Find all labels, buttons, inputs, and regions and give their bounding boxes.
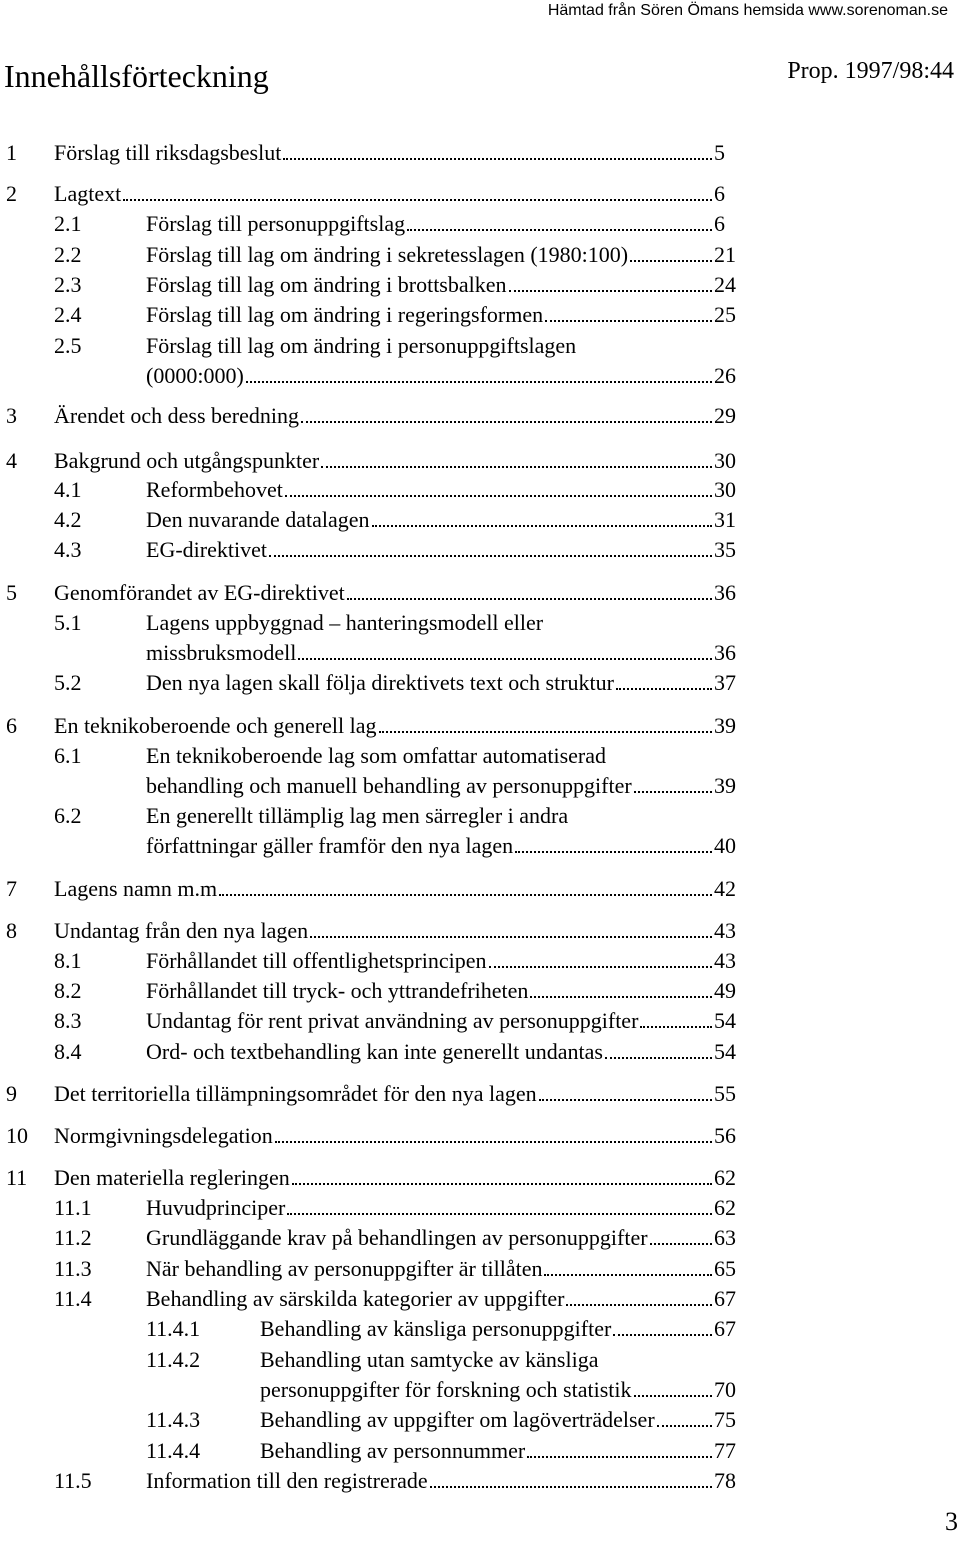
toc-entry-title: En teknikoberoende lag som omfattar automatiserad xyxy=(146,743,607,768)
toc-entry-number: 4.2 xyxy=(54,507,82,532)
dot-leader xyxy=(275,1141,712,1143)
toc-entry[interactable] xyxy=(0,446,960,476)
toc-entry-title: Huvudprinciper xyxy=(146,1195,286,1220)
toc-entry[interactable] xyxy=(0,401,960,431)
toc-entry-number: 11.4.2 xyxy=(146,1347,201,1372)
toc-entry-page: 6 xyxy=(714,181,725,206)
toc-entry[interactable] xyxy=(0,1037,960,1067)
toc-entry-title: Lagens uppbyggnad – hanteringsmodell eller xyxy=(146,610,544,635)
toc-entry-title: Undantag för rent privat användning av personuppgifter xyxy=(146,1008,639,1033)
toc-entry-number: 11.4.3 xyxy=(146,1407,201,1432)
toc-entry-number: 5.2 xyxy=(54,670,82,695)
toc-entry-page: 70 xyxy=(714,1377,736,1402)
dot-leader xyxy=(407,229,712,231)
toc-entry-number: 2.3 xyxy=(54,272,82,297)
toc-entry-number: 11.4.4 xyxy=(146,1438,201,1463)
toc-entry-title: En teknikoberoende och generell lag xyxy=(54,713,377,738)
toc-entry[interactable] xyxy=(0,240,960,270)
dot-leader xyxy=(269,555,712,557)
dot-leader xyxy=(283,158,712,160)
toc-entry-title: Förhållandet till offentlighetsprincipen xyxy=(146,948,487,973)
toc-entry[interactable] xyxy=(0,1436,960,1466)
toc-entry-page: 65 xyxy=(714,1256,736,1281)
toc-entry-title: (0000:000) xyxy=(146,363,244,388)
toc-entry-page: 43 xyxy=(714,918,736,943)
toc-entry-number: 11.4.1 xyxy=(146,1316,201,1341)
toc-entry-number: 11.1 xyxy=(54,1195,92,1220)
toc-entry[interactable] xyxy=(0,874,960,904)
toc-entry-number: 4.1 xyxy=(54,477,82,502)
toc-entry[interactable] xyxy=(0,976,960,1006)
toc-entry-number: 11.4 xyxy=(54,1286,92,1311)
toc-entry-page: 77 xyxy=(714,1438,736,1463)
toc-entry-title: Genomförandet av EG-direktivet xyxy=(54,580,345,605)
toc-entry-page: 35 xyxy=(714,537,736,562)
toc-entry-title: Lagtext xyxy=(54,181,122,206)
toc-entry-page: 62 xyxy=(714,1195,736,1220)
toc-entry-number: 2.1 xyxy=(54,211,82,236)
dot-leader xyxy=(301,421,712,423)
dot-leader xyxy=(298,658,712,660)
toc-entry-title: När behandling av personuppgifter är tillåten xyxy=(146,1256,543,1281)
dot-leader xyxy=(379,731,712,733)
toc-entry-title: Reformbehovet xyxy=(146,477,283,502)
toc-entry-page: 31 xyxy=(714,507,736,532)
proposition-reference: Prop. 1997/98:44 xyxy=(787,58,954,84)
toc-entry-page: 75 xyxy=(714,1407,736,1432)
toc-entry-page: 56 xyxy=(714,1123,736,1148)
toc-entry-title: Förslag till personuppgiftslag xyxy=(146,211,406,236)
toc-entry[interactable] xyxy=(0,209,960,239)
dot-leader xyxy=(310,936,712,938)
toc-entry-title: Den materiella regleringen xyxy=(54,1165,290,1190)
dot-leader xyxy=(285,495,712,497)
toc-entry-number: 8.2 xyxy=(54,978,82,1003)
toc-entry[interactable] xyxy=(0,741,960,771)
toc-entry[interactable] xyxy=(0,535,960,565)
toc-entry[interactable] xyxy=(0,138,960,168)
toc-entry-page: 29 xyxy=(714,403,736,428)
toc-entry[interactable] xyxy=(0,831,960,861)
toc-entry-page: 62 xyxy=(714,1165,736,1190)
toc-entry-page: 55 xyxy=(714,1081,736,1106)
toc-entry-page: 30 xyxy=(714,448,736,473)
toc-entry-title: Grundläggande krav på behandlingen av personuppgifter xyxy=(146,1225,648,1250)
toc-entry-page: 30 xyxy=(714,477,736,502)
dot-leader xyxy=(123,199,712,201)
toc-entry[interactable] xyxy=(0,578,960,608)
toc-entry[interactable] xyxy=(0,1254,960,1284)
toc-entry-number: 4.3 xyxy=(54,537,82,562)
dot-leader xyxy=(430,1486,712,1488)
toc-entry[interactable] xyxy=(0,1223,960,1253)
toc-entry-title: Ord- och textbehandling kan inte generellt undantas xyxy=(146,1039,603,1064)
toc-entry[interactable] xyxy=(0,270,960,300)
toc-entry-page: 37 xyxy=(714,670,736,695)
toc-entry-page: 67 xyxy=(714,1316,736,1341)
toc-entry-title: Det territoriella tillämpningsområdet för den nya lagen xyxy=(54,1081,537,1106)
toc-entry-page: 63 xyxy=(714,1225,736,1250)
toc-entry-number: 6 xyxy=(6,713,17,738)
toc-entry-number: 6.1 xyxy=(54,743,82,768)
toc-entry-page: 21 xyxy=(714,242,736,267)
toc-entry-page: 26 xyxy=(714,363,736,388)
toc-entry-title: behandling och manuell behandling av personuppgifter xyxy=(146,773,632,798)
toc-entry-title: Förslag till lag om ändring i brottsbalken xyxy=(146,272,507,297)
toc-entry-page: 5 xyxy=(714,140,725,165)
toc-entry-title: författningar gäller framför den nya lagen xyxy=(146,833,514,858)
toc-entry-title: Lagens namn m.m xyxy=(54,876,218,901)
toc-entry[interactable] xyxy=(0,1375,960,1405)
toc-entry-title: En generellt tillämplig lag men särregler i andra xyxy=(146,803,569,828)
dot-leader xyxy=(287,1213,712,1215)
toc-entry-title: Förslag till lag om ändring i personuppgiftslagen xyxy=(146,333,577,358)
toc-entry-page: 39 xyxy=(714,713,736,738)
toc-entry-page: 36 xyxy=(714,580,736,605)
toc-entry-title: Förslag till riksdagsbeslut xyxy=(54,140,282,165)
dot-leader xyxy=(321,466,712,468)
toc-entry-title: Den nya lagen skall följa direktivets text och struktur xyxy=(146,670,614,695)
toc-entry-number: 2.4 xyxy=(54,302,82,327)
dot-leader xyxy=(616,688,712,690)
toc-entry-page: 36 xyxy=(714,640,736,665)
dot-leader xyxy=(605,1057,712,1059)
toc-entry-number: 11.5 xyxy=(54,1468,92,1493)
toc-entry-title: Undantag från den nya lagen xyxy=(54,918,309,943)
toc-entry[interactable] xyxy=(0,361,960,391)
toc-entry-page: 24 xyxy=(714,272,736,297)
dot-leader xyxy=(634,1395,713,1397)
toc-entry-number: 6.2 xyxy=(54,803,82,828)
toc-entry[interactable] xyxy=(0,1314,960,1344)
toc-entry-title: Ärendet och dess beredning xyxy=(54,403,299,428)
toc-entry-page: 49 xyxy=(714,978,736,1003)
toc-entry[interactable] xyxy=(0,1466,960,1496)
dot-leader xyxy=(640,1026,712,1028)
toc-entry-page: 6 xyxy=(714,211,725,236)
toc-entry[interactable] xyxy=(0,505,960,535)
toc-entry-number: 11.3 xyxy=(54,1256,92,1281)
dot-leader xyxy=(489,966,712,968)
toc-entry-number: 8.3 xyxy=(54,1008,82,1033)
toc-entry-title: Förhållandet till tryck- och yttrandefriheten xyxy=(146,978,529,1003)
toc-entry-title: Bakgrund och utgångspunkter xyxy=(54,448,320,473)
toc-entry[interactable] xyxy=(0,179,960,209)
toc-entry-number: 9 xyxy=(6,1081,17,1106)
toc-entry[interactable] xyxy=(0,331,960,361)
toc-entry-number: 8 xyxy=(6,918,17,943)
toc-entry[interactable] xyxy=(0,711,960,741)
toc-entry-title: Förslag till lag om ändring i regeringsformen xyxy=(146,302,544,327)
toc-entry-title: Den nuvarande datalagen xyxy=(146,507,370,532)
page-number: 3 xyxy=(945,1507,958,1536)
toc-entry-title: Behandling av uppgifter om lagöverträdelser xyxy=(260,1407,655,1432)
toc-entry-number: 11 xyxy=(6,1165,28,1190)
toc-entry-title: Normgivningsdelegation xyxy=(54,1123,273,1148)
toc-entry[interactable] xyxy=(0,1121,960,1151)
dot-leader xyxy=(292,1183,712,1185)
dot-leader xyxy=(539,1099,712,1101)
toc-entry-title: Behandling av särskilda kategorier av uppgifter xyxy=(146,1286,565,1311)
toc-entry-number: 5 xyxy=(6,580,17,605)
toc-entry-page: 39 xyxy=(714,773,736,798)
toc-entry[interactable] xyxy=(0,638,960,668)
toc-entry-number: 4 xyxy=(6,448,17,473)
toc-entry-title: missbruksmodell xyxy=(146,640,297,665)
toc-entry[interactable] xyxy=(0,608,960,638)
toc-entry-number: 2.5 xyxy=(54,333,82,358)
dot-leader xyxy=(347,598,712,600)
dot-leader xyxy=(544,1274,712,1276)
toc-entry[interactable] xyxy=(0,916,960,946)
dot-leader xyxy=(545,320,712,322)
toc-entry[interactable] xyxy=(0,475,960,505)
toc-entry-number: 1 xyxy=(6,140,17,165)
toc-entry-page: 78 xyxy=(714,1468,736,1493)
toc-entry-number: 8.4 xyxy=(54,1039,82,1064)
dot-leader xyxy=(634,791,712,793)
toc-entry-number: 2.2 xyxy=(54,242,82,267)
toc-entry-number: 8.1 xyxy=(54,948,82,973)
toc-entry-page: 54 xyxy=(714,1008,736,1033)
source-header: Hämtad från Sören Ömans hemsida www.sorenoman.se xyxy=(547,2,948,19)
dot-leader xyxy=(613,1334,712,1336)
dot-leader xyxy=(530,996,712,998)
toc-entry-title: Behandling utan samtycke av känsliga xyxy=(260,1347,599,1372)
toc-entry-number: 5.1 xyxy=(54,610,82,635)
toc-entry-number: 7 xyxy=(6,876,17,901)
dot-leader xyxy=(509,290,712,292)
toc-entry[interactable] xyxy=(0,946,960,976)
toc-entry[interactable] xyxy=(0,801,960,831)
toc-entry-title: EG-direktivet xyxy=(146,537,267,562)
dot-leader xyxy=(372,525,712,527)
toc-entry[interactable] xyxy=(0,1079,960,1109)
dot-leader xyxy=(246,381,712,383)
toc-entry[interactable] xyxy=(0,1405,960,1435)
dot-leader xyxy=(515,851,712,853)
toc-entry-number: 2 xyxy=(6,181,17,206)
toc-entry-title: Behandling av känsliga personuppgifter xyxy=(260,1316,612,1341)
toc-entry-title: Förslag till lag om ändring i sekretesslagen (1980:100) xyxy=(146,242,629,267)
toc-entry-page: 42 xyxy=(714,876,736,901)
toc-entry-number: 11.2 xyxy=(54,1225,92,1250)
toc-entry-title: personuppgifter för forskning och statistik xyxy=(260,1377,632,1402)
dot-leader xyxy=(566,1304,712,1306)
toc-entry-title: Information till den registrerade xyxy=(146,1468,428,1493)
toc-entry-page: 40 xyxy=(714,833,736,858)
toc-entry-page: 25 xyxy=(714,302,736,327)
dot-leader xyxy=(219,894,712,896)
dot-leader xyxy=(650,1243,712,1245)
toc-entry-page: 54 xyxy=(714,1039,736,1064)
dot-leader xyxy=(630,260,712,262)
toc-entry[interactable] xyxy=(0,1284,960,1314)
toc-entry[interactable] xyxy=(0,1193,960,1223)
toc-entry-title: Behandling av personnummer xyxy=(260,1438,526,1463)
toc-entry[interactable] xyxy=(0,668,960,698)
toc-entry[interactable] xyxy=(0,1163,960,1193)
page-title: Innehållsförteckning xyxy=(4,58,269,94)
toc-entry-page: 67 xyxy=(714,1286,736,1311)
toc-entry-page: 43 xyxy=(714,948,736,973)
toc-entry-number: 3 xyxy=(6,403,17,428)
toc-entry[interactable] xyxy=(0,1345,960,1375)
dot-leader xyxy=(657,1425,712,1427)
dot-leader xyxy=(527,1456,712,1458)
toc-entry[interactable] xyxy=(0,771,960,801)
toc-entry[interactable] xyxy=(0,300,960,330)
toc-entry-number: 10 xyxy=(6,1123,28,1148)
toc-entry[interactable] xyxy=(0,1006,960,1036)
